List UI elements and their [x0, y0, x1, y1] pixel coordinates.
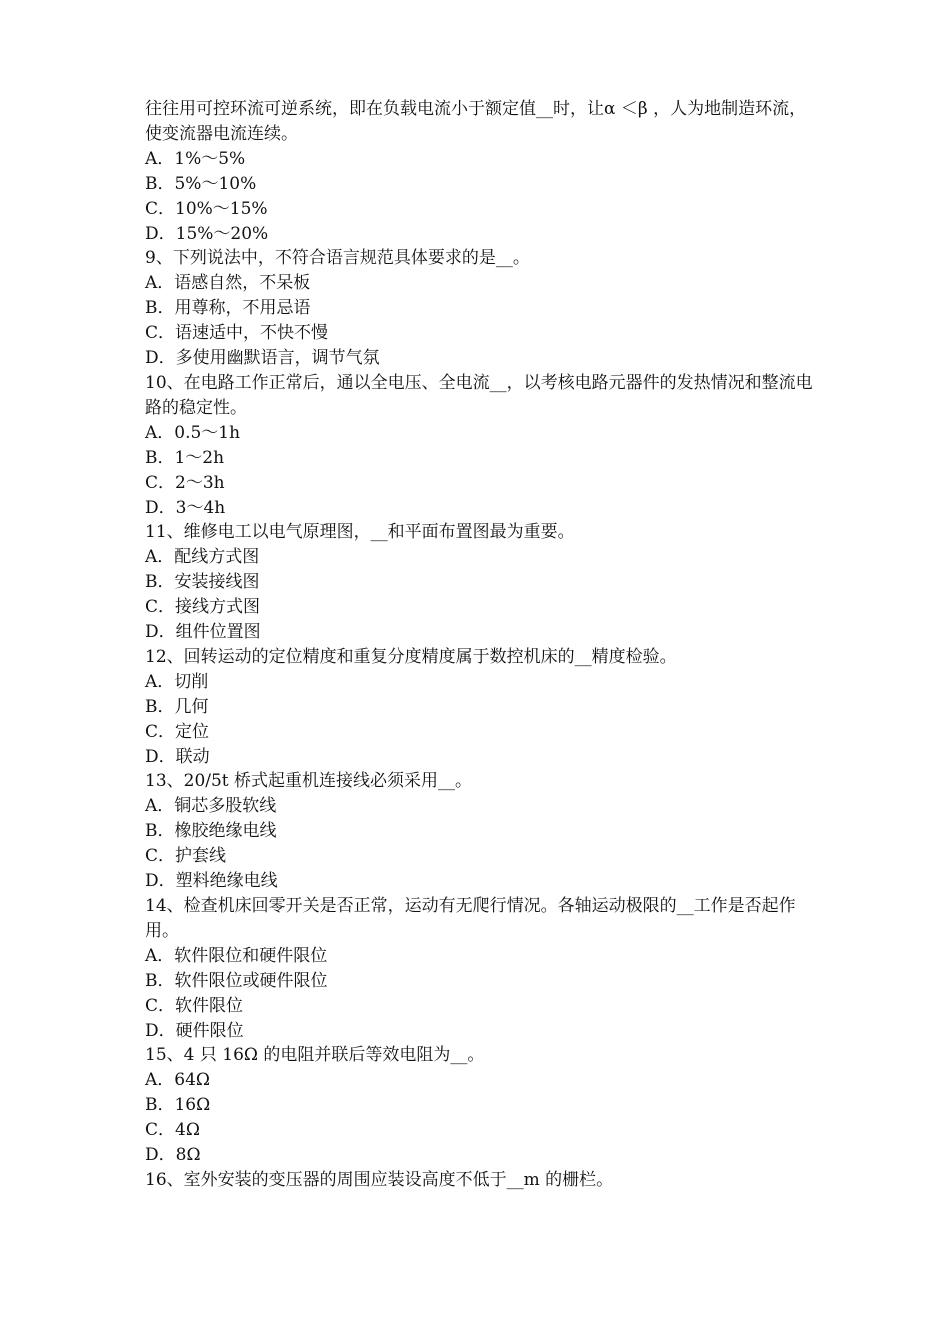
- option-a: A．语感自然，不呆板: [145, 273, 311, 294]
- option-c: C．护套线: [145, 846, 227, 867]
- question-text: 往往用可控环流可逆系统，即在负载电流小于额定值__时，让α ＜β ，人为地制造环流，使变流器电流连续。: [145, 99, 807, 144]
- option-b: B．16Ω: [145, 1095, 211, 1116]
- option-c: C．4Ω: [145, 1120, 200, 1141]
- option-b: B．软件限位或硬件限位: [145, 970, 328, 991]
- option-a: A．64Ω: [145, 1070, 211, 1091]
- option-c: C．接线方式图: [145, 597, 261, 618]
- question-text: 10、在电路工作正常后，通以全电压、全电流__，以考核电路元器件的发热情况和整流电路的稳定性。: [145, 372, 813, 418]
- question-16: [145, 1168, 815, 1193]
- question-text: 13、20/5t 桥式起重机连接线必须采用__。: [145, 771, 473, 792]
- option-c: C．语速适中，不快不慢: [145, 323, 329, 344]
- question-text: 16、室外安装的变压器的周围应装设高度不低于__m 的栅栏。: [145, 1169, 614, 1190]
- option-a: A．1%～5%: [145, 148, 246, 169]
- intro-block: [145, 97, 815, 246]
- option-a: A．配线方式图: [145, 547, 260, 568]
- question-text: 11、维修电工以电气原理图，__和平面布置图最为重要。: [145, 522, 575, 543]
- question-11: [145, 520, 815, 645]
- question-14: [145, 894, 815, 1043]
- option-d: D．15%～20%: [145, 223, 269, 244]
- option-d: D．联动: [145, 746, 210, 767]
- question-text: 12、回转运动的定位精度和重复分度精度属于数控机床的__精度检验。: [145, 646, 677, 667]
- option-b: B．安装接线图: [145, 572, 260, 593]
- option-c: C．2～3h: [145, 472, 225, 493]
- option-d: D．硬件限位: [145, 1020, 244, 1041]
- option-b: B．几何: [145, 696, 209, 717]
- option-b: B．1～2h: [145, 447, 225, 468]
- option-c: C．定位: [145, 721, 210, 742]
- option-a: A．切削: [145, 671, 209, 692]
- option-a: A．铜芯多股软线: [145, 796, 277, 817]
- option-a: A．软件限位和硬件限位: [145, 945, 328, 966]
- option-a: A．0.5～1h: [145, 422, 241, 443]
- option-d: D．塑料绝缘电线: [145, 871, 278, 892]
- option-d: D．8Ω: [145, 1145, 201, 1166]
- option-d: D．多使用幽默语言，调节气氛: [145, 348, 380, 369]
- option-b: B．橡胶绝缘电线: [145, 821, 277, 842]
- question-list: [145, 97, 815, 1193]
- option-b: B．5%～10%: [145, 173, 257, 194]
- question-text: 9、下列说法中，不符合语言规范具体要求的是__。: [145, 248, 530, 269]
- option-b: B．用尊称，不用忌语: [145, 298, 311, 319]
- question-15: [145, 1043, 815, 1168]
- question-text: 15、4 只 16Ω 的电阻并联后等效电阻为__。: [145, 1045, 485, 1066]
- question-12: [145, 645, 815, 770]
- question-13: [145, 769, 815, 894]
- option-c: C．10%～15%: [145, 198, 268, 219]
- question-text: 14、检查机床回零开关是否正常，运动有无爬行情况。各轴运动极限的__工作是否起作用。: [145, 896, 796, 941]
- question-9: [145, 246, 815, 371]
- option-c: C．软件限位: [145, 995, 244, 1016]
- option-d: D．3～4h: [145, 497, 226, 518]
- option-d: D．组件位置图: [145, 622, 261, 643]
- question-10: [145, 371, 815, 520]
